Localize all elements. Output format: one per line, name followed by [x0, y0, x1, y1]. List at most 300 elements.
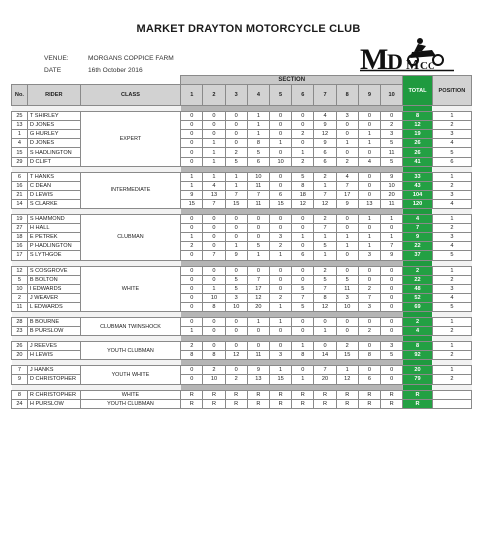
section-score: 9 [314, 121, 336, 130]
rider-name: C DEAN [27, 181, 80, 190]
section-score: 15 [270, 199, 292, 208]
page-title: MARKET DRAYTON MOTORCYCLE CLUB [136, 23, 361, 35]
section-score: 1 [358, 233, 380, 242]
rider-number: 15 [12, 148, 28, 157]
section-score: 3 [358, 302, 380, 311]
table-row [12, 342, 472, 351]
rider-number: 7 [12, 366, 28, 375]
section-score: 0 [292, 317, 314, 326]
section-score: 3 [381, 130, 403, 139]
section-score: 0 [181, 157, 203, 166]
section-score: 5 [292, 302, 314, 311]
section-score: 4 [314, 112, 336, 121]
section-score: R [314, 399, 336, 408]
section-score: 7 [292, 293, 314, 302]
section-score: 0 [225, 121, 247, 130]
section-score: 0 [358, 181, 380, 190]
section-number: 10 [381, 85, 403, 106]
section-score: 0 [181, 224, 203, 233]
results-table [11, 75, 472, 409]
rider-number: 26 [12, 342, 28, 351]
rider-name: S LYTHGOE [27, 251, 80, 260]
section-score: 0 [358, 266, 380, 275]
section-score: 0 [381, 275, 403, 284]
table-row [12, 112, 472, 121]
section-score: 5 [247, 148, 269, 157]
section-score: 0 [225, 215, 247, 224]
finish-position: 1 [432, 112, 471, 121]
total-score: 12 [403, 121, 433, 130]
total-score: R [403, 390, 433, 399]
section-score: 1 [270, 251, 292, 260]
total-header: TOTAL [403, 76, 433, 106]
section-number: 7 [314, 85, 336, 106]
section-score: 20 [381, 190, 403, 199]
section-score: 15 [336, 351, 358, 360]
section-score: 2 [336, 342, 358, 351]
section-score: 0 [336, 148, 358, 157]
section-score: 0 [225, 342, 247, 351]
finish-position [432, 399, 471, 408]
section-score: R [181, 390, 203, 399]
section-score: 0 [225, 327, 247, 336]
section-score: 8 [292, 181, 314, 190]
finish-position: 4 [432, 242, 471, 251]
section-number: 5 [270, 85, 292, 106]
section-number: 1 [181, 85, 203, 106]
section-score: 20 [247, 302, 269, 311]
rider-name: J WEAVER [27, 293, 80, 302]
rider-name: B BOLTON [27, 275, 80, 284]
section-score: 7 [225, 190, 247, 199]
class-name: YOUTH WHITE [80, 366, 180, 384]
rider-name: R CHRISTOPHER [27, 390, 80, 399]
section-score: 0 [336, 317, 358, 326]
total-score: 9 [403, 233, 433, 242]
class-name: WHITE [80, 266, 180, 311]
section-score: R [247, 399, 269, 408]
section-score: 5 [381, 351, 403, 360]
section-score: 11 [247, 351, 269, 360]
section-score: 14 [314, 351, 336, 360]
section-score: 1 [181, 172, 203, 181]
section-score: 0 [358, 224, 380, 233]
class-name: INTERMEDIATE [80, 172, 180, 208]
total-score: 4 [403, 215, 433, 224]
section-score: 8 [203, 351, 225, 360]
section-score: 12 [292, 199, 314, 208]
section-score: 7 [247, 275, 269, 284]
section-score: 0 [225, 317, 247, 326]
rider-number: 9 [12, 375, 28, 384]
section-score: 0 [336, 224, 358, 233]
rider-class: YOUTH CLUBMAN [80, 399, 180, 408]
finish-position: 5 [432, 251, 471, 260]
table-row [12, 172, 472, 181]
rider-number: 5 [12, 275, 28, 284]
section-score: 9 [247, 366, 269, 375]
section-number: 9 [358, 85, 380, 106]
section-score: 5 [225, 284, 247, 293]
section-score: 1 [314, 181, 336, 190]
section-score: 4 [336, 172, 358, 181]
section-score: 0 [203, 233, 225, 242]
section-score: 1 [270, 139, 292, 148]
svg-text:D: D [387, 49, 403, 72]
section-score: 10 [203, 293, 225, 302]
rider-name: D LEWIS [27, 190, 80, 199]
section-score: 0 [181, 148, 203, 157]
section-score: R [314, 390, 336, 399]
rider-name: B BOURNE [27, 317, 80, 326]
section-score: 1 [203, 172, 225, 181]
section-score: 0 [292, 366, 314, 375]
section-score: 1 [314, 233, 336, 242]
finish-position: 4 [432, 293, 471, 302]
svg-text:M: M [406, 58, 420, 72]
section-score: 0 [292, 112, 314, 121]
finish-position: 3 [432, 130, 471, 139]
section-score: 4 [203, 181, 225, 190]
section-score: 3 [270, 351, 292, 360]
rider-header: RIDER [27, 85, 80, 106]
rider-number: 6 [12, 172, 28, 181]
section-score: 0 [181, 302, 203, 311]
section-score: 1 [247, 112, 269, 121]
section-score: 0 [381, 266, 403, 275]
svg-text:C: C [420, 60, 428, 72]
table-row [12, 317, 472, 326]
finish-position: 1 [432, 366, 471, 375]
section-score: 0 [225, 112, 247, 121]
section-score: R [270, 390, 292, 399]
section-score: 0 [292, 275, 314, 284]
section-score: 6 [247, 157, 269, 166]
section-score: 7 [247, 190, 269, 199]
section-score: 0 [270, 112, 292, 121]
rider-name: L EDWARDS [27, 302, 80, 311]
section-score: 5 [381, 139, 403, 148]
section-score: 0 [381, 293, 403, 302]
section-score: 1 [203, 284, 225, 293]
section-score: 6 [314, 157, 336, 166]
section-score: 7 [203, 199, 225, 208]
rider-name: S CLARKE [27, 199, 80, 208]
section-score: 0 [225, 233, 247, 242]
section-score: 15 [225, 199, 247, 208]
section-score: 0 [381, 302, 403, 311]
section-score: R [292, 399, 314, 408]
section-score: 0 [358, 190, 380, 199]
section-score: 1 [247, 251, 269, 260]
section-score: 2 [314, 266, 336, 275]
rider-name: S HADLINGTON [27, 148, 80, 157]
date-value: 16th October 2016 [88, 67, 143, 74]
section-score: 2 [358, 284, 380, 293]
total-score: 7 [403, 224, 433, 233]
section-score: 0 [270, 224, 292, 233]
rider-name: H HALL [27, 224, 80, 233]
position-header: POSITION [432, 76, 471, 106]
table-row [12, 266, 472, 275]
section-score: R [381, 390, 403, 399]
section-score: 0 [336, 266, 358, 275]
finish-position: 6 [432, 157, 471, 166]
section-score: 1 [292, 342, 314, 351]
section-score: 0 [314, 317, 336, 326]
section-score: 2 [181, 242, 203, 251]
section-score: 0 [336, 121, 358, 130]
section-score: 0 [203, 275, 225, 284]
total-score: 2 [403, 266, 433, 275]
section-score: 0 [247, 215, 269, 224]
finish-position: 2 [432, 181, 471, 190]
section-score: 9 [225, 251, 247, 260]
rider-name: D JONES [27, 121, 80, 130]
section-score: R [336, 399, 358, 408]
section-score: 1 [314, 327, 336, 336]
total-score: 4 [403, 327, 433, 336]
section-score: 1 [181, 181, 203, 190]
total-score: 19 [403, 130, 433, 139]
rider-number: 16 [12, 181, 28, 190]
rider-name: D CHRISTOPHER [27, 375, 80, 384]
no-header: No. [12, 85, 28, 106]
section-score: 12 [225, 351, 247, 360]
section-score: 2 [381, 121, 403, 130]
section-score: R [292, 390, 314, 399]
total-score: 2 [403, 317, 433, 326]
rider-number: 28 [12, 317, 28, 326]
venue-line [44, 55, 174, 62]
section-score: 0 [270, 148, 292, 157]
section-score: 0 [292, 327, 314, 336]
finish-position: 3 [432, 190, 471, 199]
section-score: 1 [358, 130, 380, 139]
total-score: 8 [403, 112, 433, 121]
section-score: 0 [292, 121, 314, 130]
section-score: 17 [247, 284, 269, 293]
section-score: 0 [358, 275, 380, 284]
venue-value: MORGANS COPPICE FARM [88, 55, 174, 62]
section-score: 0 [203, 242, 225, 251]
section-score: 9 [181, 190, 203, 199]
section-score: 12 [247, 293, 269, 302]
finish-position: 4 [432, 199, 471, 208]
section-score: 3 [225, 293, 247, 302]
section-score: 0 [203, 317, 225, 326]
section-score: 1 [292, 375, 314, 384]
class-header: CLASS [80, 85, 180, 106]
rider-number: 20 [12, 351, 28, 360]
section-score: 1 [225, 172, 247, 181]
section-score: 5 [314, 275, 336, 284]
club-logo [356, 36, 460, 72]
section-score: 5 [247, 242, 269, 251]
total-score: 26 [403, 139, 433, 148]
section-score: 1 [225, 181, 247, 190]
section-score: 17 [336, 190, 358, 199]
section-score: 0 [358, 366, 380, 375]
finish-position: 4 [432, 139, 471, 148]
rider-number: 11 [12, 302, 28, 311]
rider-name: T SHIRLEY [27, 112, 80, 121]
section-score: R [225, 390, 247, 399]
rider-name: E PETREK [27, 233, 80, 242]
section-score: 0 [203, 215, 225, 224]
section-score: R [336, 390, 358, 399]
section-score: 8 [181, 351, 203, 360]
section-score: 7 [314, 366, 336, 375]
section-score: 2 [225, 148, 247, 157]
rider-name: D JONES [27, 139, 80, 148]
finish-position: 3 [432, 284, 471, 293]
rider-name: J HANKS [27, 366, 80, 375]
finish-position: 1 [432, 215, 471, 224]
section-score: 0 [336, 130, 358, 139]
section-score: 5 [225, 275, 247, 284]
rider-name: S HAMMOND [27, 215, 80, 224]
rider-number: 21 [12, 190, 28, 199]
section-score: 6 [314, 148, 336, 157]
section-score: 1 [181, 327, 203, 336]
section-score: 0 [270, 342, 292, 351]
section-score: R [358, 399, 380, 408]
section-score: 13 [247, 375, 269, 384]
section-score: 0 [270, 121, 292, 130]
table-row [12, 399, 472, 408]
finish-position: 1 [432, 342, 471, 351]
section-score: 15 [181, 199, 203, 208]
section-score: 2 [270, 242, 292, 251]
section-score: 0 [314, 342, 336, 351]
section-score: 0 [225, 366, 247, 375]
section-score: 0 [358, 342, 380, 351]
section-score: 0 [247, 224, 269, 233]
finish-position: 2 [432, 275, 471, 284]
total-score: 33 [403, 172, 433, 181]
rider-name: B PURSLOW [27, 327, 80, 336]
rider-number: 1 [12, 130, 28, 139]
section-score: 1 [358, 242, 380, 251]
section-score: 0 [181, 375, 203, 384]
section-score: 1 [181, 233, 203, 242]
section-score: 1 [270, 302, 292, 311]
section-score: 15 [270, 375, 292, 384]
section-score: 11 [336, 284, 358, 293]
finish-position: 5 [432, 302, 471, 311]
section-score: 0 [381, 224, 403, 233]
section-score: 6 [358, 375, 380, 384]
total-score: 26 [403, 148, 433, 157]
total-score: 22 [403, 242, 433, 251]
total-score: 104 [403, 190, 433, 199]
rider-number: 27 [12, 224, 28, 233]
section-score: 0 [358, 121, 380, 130]
section-score: 6 [292, 251, 314, 260]
section-score: 4 [358, 157, 380, 166]
finish-position: 2 [432, 375, 471, 384]
total-score: 79 [403, 375, 433, 384]
section-score: 7 [203, 251, 225, 260]
section-score: 1 [247, 130, 269, 139]
section-score: 9 [381, 172, 403, 181]
section-score: 0 [270, 327, 292, 336]
rider-number: 25 [12, 112, 28, 121]
total-score: 22 [403, 275, 433, 284]
finish-position: 1 [432, 317, 471, 326]
section-score: 0 [181, 121, 203, 130]
rider-name: H LEWIS [27, 351, 80, 360]
section-score: 0 [203, 224, 225, 233]
section-score: 0 [381, 317, 403, 326]
section-score: 0 [336, 327, 358, 336]
section-score: 1 [247, 317, 269, 326]
section-score: 1 [270, 317, 292, 326]
rider-number: 12 [12, 266, 28, 275]
section-score: R [225, 399, 247, 408]
finish-position: 1 [432, 266, 471, 275]
section-score: R [247, 390, 269, 399]
rider-name: J REEVES [27, 342, 80, 351]
section-score: 1 [203, 148, 225, 157]
section-score: 1 [336, 233, 358, 242]
section-score: 1 [314, 251, 336, 260]
section-score: 6 [270, 190, 292, 199]
section-score: 0 [225, 224, 247, 233]
section-score: R [381, 399, 403, 408]
section-score: 3 [270, 233, 292, 242]
section-score: 2 [203, 366, 225, 375]
section-score: R [270, 399, 292, 408]
rider-number: 13 [12, 121, 28, 130]
section-score: 1 [336, 139, 358, 148]
section-score: 7 [336, 181, 358, 190]
section-score: 0 [181, 366, 203, 375]
section-score: 1 [336, 242, 358, 251]
total-score: R [403, 399, 433, 408]
section-score: 0 [225, 266, 247, 275]
section-score: 0 [181, 130, 203, 139]
section-score: 2 [292, 130, 314, 139]
section-number: 3 [225, 85, 247, 106]
section-score: 0 [203, 266, 225, 275]
section-score: 13 [358, 199, 380, 208]
class-name: YOUTH CLUBMAN [80, 342, 180, 360]
section-score: 0 [247, 266, 269, 275]
section-score: 8 [314, 293, 336, 302]
section-score: 0 [270, 215, 292, 224]
rider-number: 2 [12, 293, 28, 302]
section-score: 2 [292, 157, 314, 166]
section-score: 12 [314, 302, 336, 311]
section-score: 8 [292, 351, 314, 360]
results-body [12, 106, 472, 409]
section-score: 5 [292, 284, 314, 293]
section-score: 8 [247, 139, 269, 148]
section-score: 1 [270, 366, 292, 375]
section-score: R [203, 390, 225, 399]
section-score: 5 [314, 242, 336, 251]
section-score: 9 [336, 199, 358, 208]
rider-name: H PURSLOW [27, 399, 80, 408]
section-score: R [181, 399, 203, 408]
section-score: 0 [181, 317, 203, 326]
class-name: CLUBMAN [80, 215, 180, 260]
section-score: 0 [358, 317, 380, 326]
section-score: 7 [381, 242, 403, 251]
section-score: 7 [314, 190, 336, 199]
